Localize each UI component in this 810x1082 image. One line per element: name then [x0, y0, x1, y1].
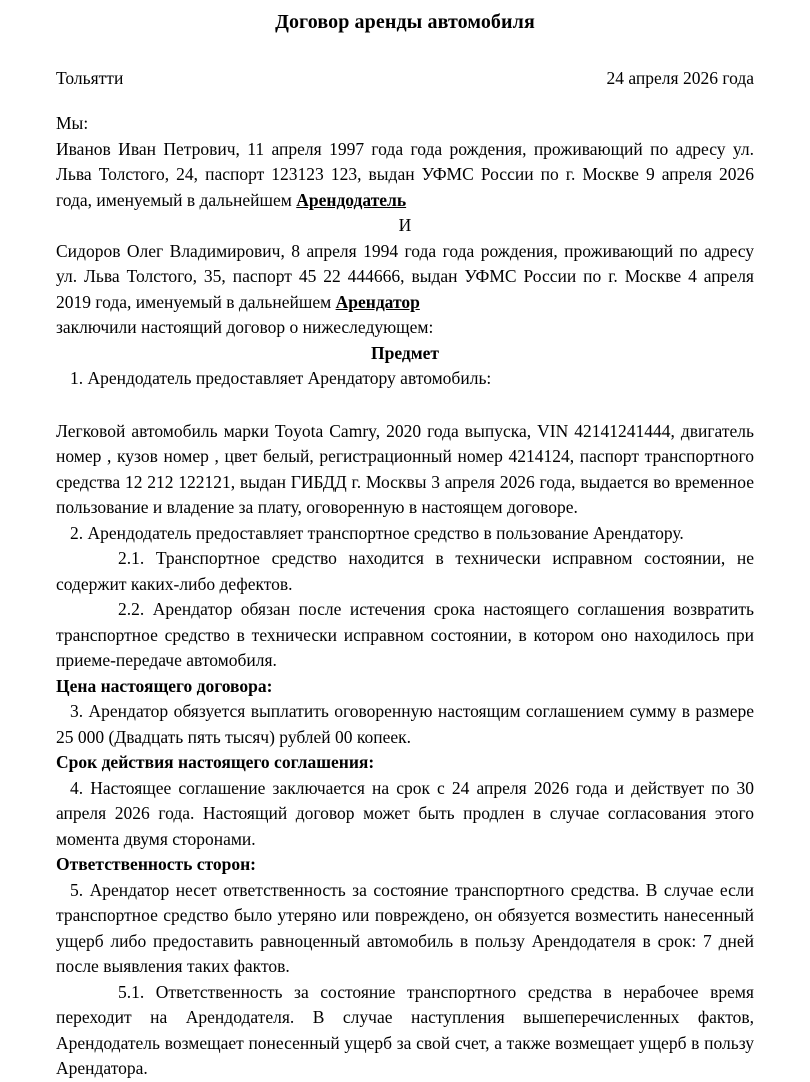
section-heading-term: Срок действия настоящего соглашения: [56, 752, 375, 772]
clause-2: 2. Арендодатель предоставляет транспортное средство в пользование Арендатору. [70, 522, 684, 543]
lessor-paragraph [56, 137, 754, 214]
vehicle-description: Легковой автомобиль марки Toyota Camry, 2020 года выпуска, VIN 42141241444, двигатель номер , кузов номер , цвет белый, регистрационный номер 4214124, паспорт транспортного средства 12 212 122121, выдан ГИБДД г. Москвы 3 апреля 2026 года, выдается во временное пользование и владение за плату, оговоренную в настоящем договоре. [56, 420, 754, 517]
clause-2-2: 2.2. Арендатор обязан после истечения срока настоящего соглашения возвратить транспортное средство в технически исправном состоянии, в котором оно находилось при приеме-передаче автомобиля. [56, 599, 754, 670]
clause-4: 4. Настоящее соглашение заключается на срок с 24 апреля 2026 года и действует по 30 апреля 2026 года. Настоящий договор может быть продлен в случае согласования этого момента двумя сторонами. [56, 777, 754, 849]
preamble-intro: Мы: [56, 113, 89, 133]
lessor-details: Иванов Иван Петрович, 11 апреля 1997 года года рождения, проживающий по адресу ул. Льва Толстого, 24, паспорт 123123 123, выдан УФМС России по г. Москве 9 апреля 2026 года, именуемый в дальнейшем [56, 138, 754, 210]
clause-3: 3. Арендатор обязуется выплатить оговоренную настоящим соглашением сумму в размере 25 000 (Двадцать пять тысяч) рублей 00 копеек. [56, 701, 754, 747]
lessor-role: Арендодатель [296, 189, 407, 210]
clause-5-1: 5.1. Ответственность за состояние транспортного средства в нерабочее время переходит на Арендодателя. В случае наступления вышеперечисленных фактов, Арендодатель возмещает понесенный ущерб за свой счет, а также возмещает ущерб в пользу Арендатора. [56, 981, 754, 1078]
preamble-closing: заключили настоящий договор о нижеследующем: [56, 317, 434, 337]
clause-2-1: 2.1. Транспортное средство находится в технически исправном состоянии, не содержит каких-либо дефектов. [56, 548, 754, 594]
section-heading-liability: Ответственность сторон: [56, 854, 257, 874]
parties-connector: И [398, 215, 412, 235]
document-title: Договор аренды автомобиля [275, 11, 535, 33]
clause-5: 5. Арендатор несет ответственность за состояние транспортного средства. В случае если транспортное средство было утеряно или повреждено, он обязуется возместить нанесенный ущерб либо предоставить равноценный автомобиль в пользу Арендодателя в срок: 7 дней после выявления таких фактов. [56, 879, 754, 976]
lessee-details: Сидоров Олег Владимирович, 8 апреля 1994 года года рождения, проживающий по адресу ул. Льва Толстого, 35, паспорт 45 22 444666, выдан УФМС России по г. Москве 4 апреля 2019 года, именуемый в дальнейшем [56, 240, 754, 312]
section-heading-price: Цена настоящего договора: [56, 675, 273, 696]
document-date: 24 апреля 2026 года [606, 68, 754, 88]
lessee-role: Арендатор [335, 291, 420, 312]
document-meta-row [56, 67, 754, 89]
clause-1: 1. Арендодатель предоставляет Арендатору автомобиль: [70, 368, 492, 388]
section-heading-subject: Предмет [370, 342, 440, 363]
lessee-paragraph [56, 239, 754, 316]
document-city: Тольятти [56, 68, 124, 88]
